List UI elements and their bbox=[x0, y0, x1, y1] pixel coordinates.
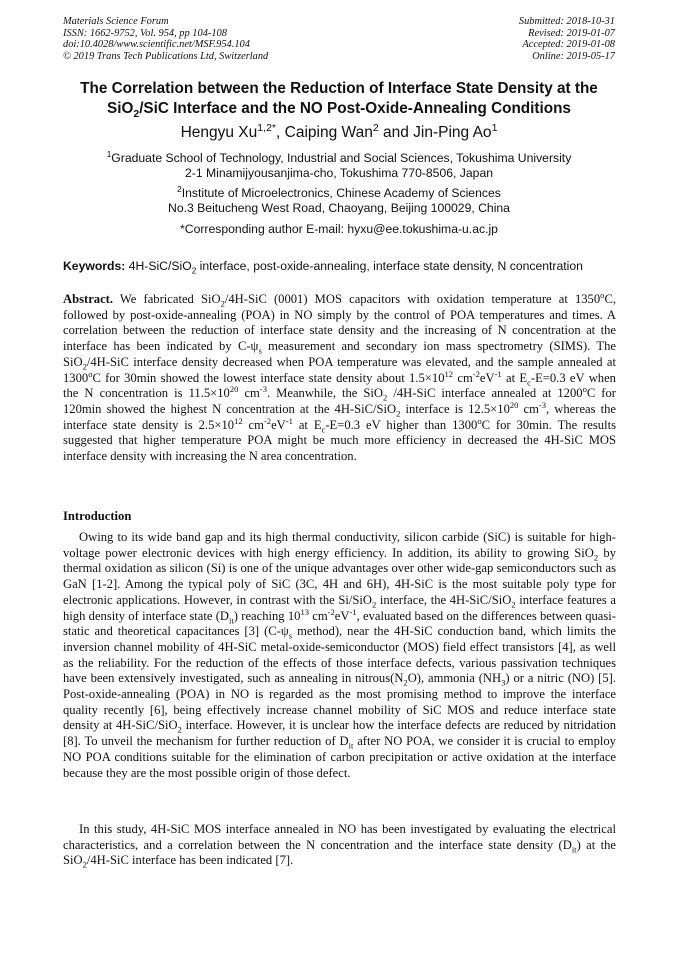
author-xu: Hengyu Xu bbox=[180, 124, 258, 141]
online-date: Online: 2019-05-17 bbox=[532, 50, 615, 62]
paper-title bbox=[40, 79, 638, 118]
author-wan: , Caiping Wan bbox=[276, 124, 373, 141]
abstract-label: Abstract. bbox=[63, 292, 114, 306]
journal-header bbox=[63, 16, 268, 62]
affiliation-2: $^2$Institute of Microelectronics, Chinese Academy of Sciences No.3 Beitucheng West Road, Chaoyang, Beijing 100029, China bbox=[168, 183, 510, 216]
intro-paragraph-2: In this study, 4H-SiC MOS interface annealed in NO has been investigated by evaluating the electrical characteristics, and a correlation between the N concentration and the interface state density $(D_{it})$ at the SiO$_2$/4H-SiC interface has been indicated [7]. bbox=[63, 822, 616, 870]
doi-line[interactable]: doi:10.4028/www.scientific.net/MSF.954.104 bbox=[63, 39, 250, 51]
title-line-2: SiO$_2$/SiC Interface and the NO Post-Oxide-Annealing Conditions bbox=[107, 99, 571, 120]
keywords: Keywords: 4H-SiC/SiO$_2$ interface, post-oxide-annealing, interface state density, N concentration bbox=[63, 259, 583, 276]
corresponding-author: *Corresponding author E-mail: hyxu@ee.tokushima-u.ac.jp bbox=[180, 222, 498, 236]
abstract: Abstract. We fabricated SiO$_2$/4H-SiC (0001) MOS capacitors with oxidation temperature at 1350$^o$C, followed by post-oxide-annealing (POA) in NO simply by the control of POA temperatures and times. A correlation between the reduction of interface state density and the increasing of N concentration at the interface has been indicated by $C-\psi_s$ measurement and secondary ion mass spectrometry (SIMS). The SiO$_2$/4H-SiC interface density decreased when POA temperature was elevated, and the sample annealed at 1300$^o$C for 30min showed the lowest interface state density about $1.5\times 10^{12}$ $cm^{-2}eV^{-1}$ at $E_c-E=0.3$ eV when the N concentration is $11.5\times 10^{20}$ $cm^{-3}$. Meanwhile, the SiO$_2$ /4H-SiC interface annealed at 1200$^o$C for 120min showed the highest N concentration at the 4H-SiC/SiO$_2$ interface is $12.5\times 10^{20}$ $cm^{-3}$, whereas the interface state density is $2.5\times 10^{12}$ $cm^{-2}eV^{-1}$ at $E_c-E=0.3$ eV higher than 1300$^o$C for 30min. The results suggested that higher temperature POA might be much more efficiency in decreased the 4H-SiC MOS interface density with increasing the N area concentration. bbox=[63, 289, 617, 464]
author-list: Hengyu $Xu^{1,2*}$, Caiping Wan$^2$ and Jin-Ping Ao$^1$ bbox=[180, 121, 498, 141]
author-ao: and Jin-Ping Ao bbox=[378, 124, 492, 141]
journal-name: Materials Science Forum bbox=[63, 16, 169, 27]
issn-line: ISSN: 1662-9752, Vol. 954, pp 104-108 bbox=[63, 27, 227, 39]
submitted-date: Submitted: 2018-10-31 bbox=[518, 16, 615, 27]
intro-paragraph-1: Owing to its wide band gap and its high thermal conductivity, silicon carbide (SiC) is suitable for high-voltage power electronic devices with high energy efficiency. In addition, its ability to growing SiO$_2$ by thermal oxidation as silicon (Si) is one of the unique advantages over other wide-gap semiconductors such as GaN [1-2]. Among the typical poly of SiC (3C, 4H and 6H), 4H-SiC is the most suitable poly type for electronic applications. However, in contrast with the Si/SiO$_2$ interface, the 4H-SiC/SiO$_2$ interface features a high density of interface state $(D_{it})$ reaching $10^{13}$ $cm^{-2}eV^{-1}$, evaluated based on the differences between quasi-static and theoretical capacitances [3] ($C-\psi_s$ method), near the 4H-SiC conduction band, which limits the inversion channel mobility of 4H-SiC metal-oxide-semiconductor (MOS) field effect transistors [4], as well as the reliability. For the reduction of the effects of those interface defects, various passivation techniques have been extensively investigated, such as annealing in $nitrous(N_2O)$, ammonia $(NH_3)$ or a nitric (NO) [5]. Post-oxide-annealing (POA) in NO is regarded as the most promising method to improve the interface quality recently [6], being effectively increase channel mobility of SiC MOS and reduce interface state density at 4H-SiC/SiO$_2$ interface. However, it is unclear how the interface defects are reduced by nitridation [8]. To unveil the mechanism for further reduction of $D_{it}$ after NO POA, we consider it is crucial to employ NO POA conditions suitable for the elimination of carbon precipitation or active oxidation at the interface because they are the most possible origin of those defect. bbox=[63, 530, 617, 780]
title-line-1: The Correlation between the Reduction of Interface State Density at the bbox=[80, 80, 598, 97]
revised-date: Revised: 2019-01-07 bbox=[528, 27, 615, 39]
accepted-date: Accepted: 2019-01-08 bbox=[522, 39, 615, 51]
section-heading-introduction: Introduction bbox=[63, 509, 132, 523]
copyright-line: © 2019 Trans Tech Publications Ltd, Switzerland bbox=[63, 50, 269, 62]
dates-header bbox=[519, 16, 615, 62]
keywords-label: Keywords: bbox=[63, 259, 126, 273]
affiliation-1: $^1$Graduate School of Technology, Industrial and Social Sciences, Tokushima University 2-1 Minamijyousanjima-cho, Tokushima 770-8506, Japan bbox=[106, 148, 572, 181]
